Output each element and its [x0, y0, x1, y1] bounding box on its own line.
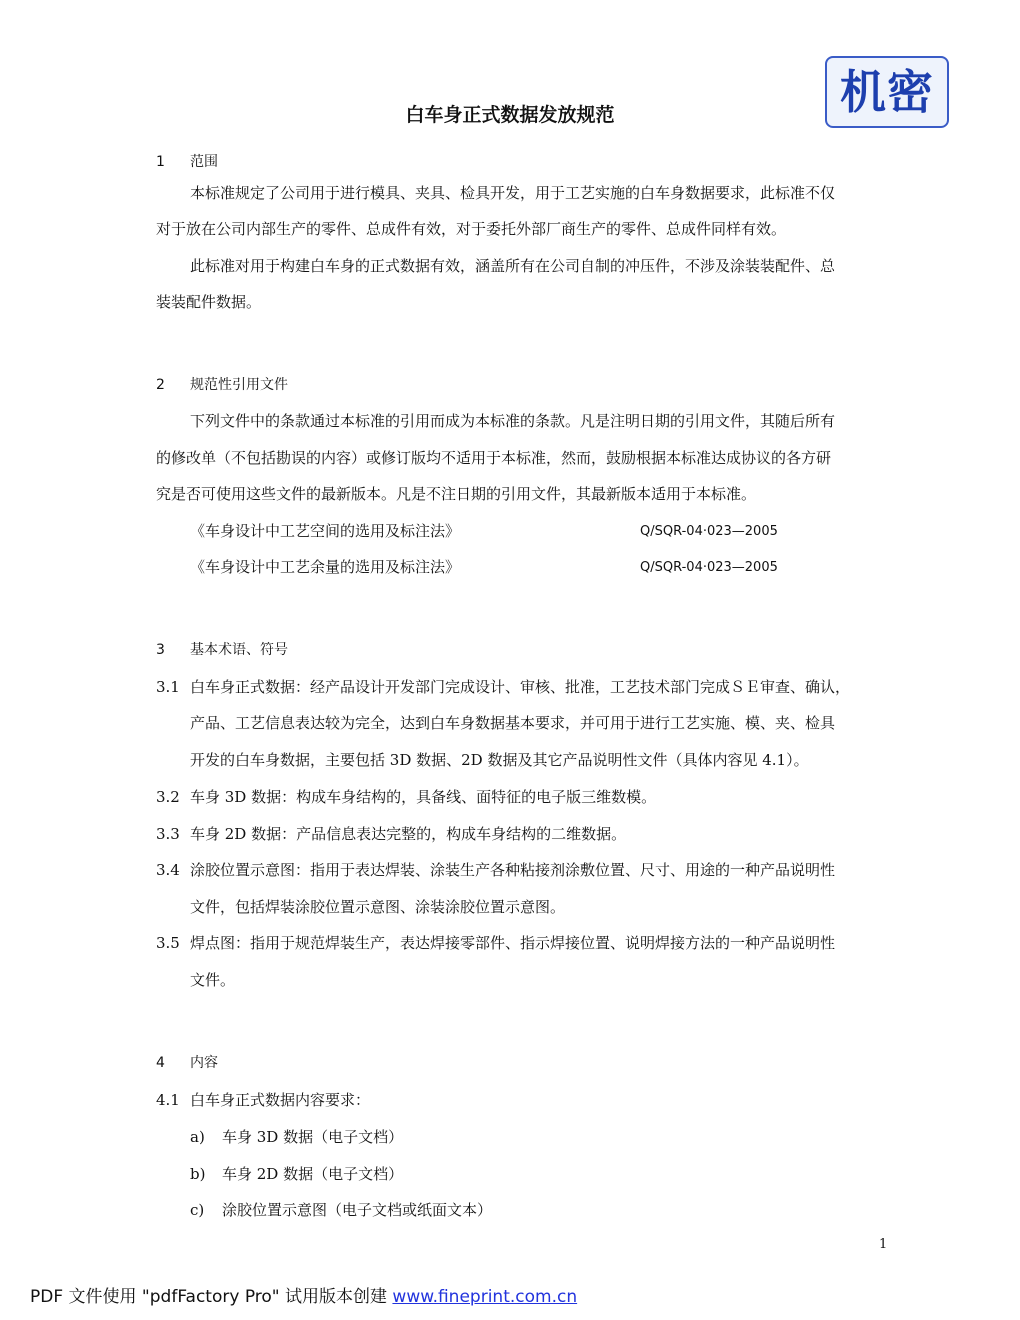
section-4-number: 4	[156, 1055, 165, 1071]
list-marker: b)	[190, 1165, 206, 1183]
item-number: 3.3	[156, 825, 180, 843]
item-line: 开发的白车身数据，主要包括 3D 数据、2D 数据及其它产品说明性文件（具体内容见 4.1）。	[190, 751, 809, 769]
item-line: 白车身正式数据内容要求：	[190, 1091, 371, 1109]
paragraph-line: 究是否可使用这些文件的最新版本。凡是不注日期的引用文件，其最新版本适用于本标准。	[156, 485, 757, 503]
footer-text: PDF 文件使用 "pdfFactory Pro" 试用版本创建	[30, 1287, 393, 1307]
pdf-footer	[30, 1282, 577, 1307]
section-3-heading: 基本术语、符号	[190, 642, 288, 658]
confidential-stamp: 机密	[825, 56, 949, 128]
paragraph-line: 装装配件数据。	[156, 293, 262, 311]
section-3-number: 3	[156, 642, 165, 658]
reference-name: 《车身设计中工艺空间的选用及标注法》	[190, 522, 461, 540]
section-2-number: 2	[156, 377, 165, 393]
list-marker: a)	[190, 1128, 205, 1146]
section-2-heading: 规范性引用文件	[190, 377, 288, 393]
reference-code: Q/SQR-04·023—2005	[640, 560, 778, 575]
item-line: 车身 3D 数据：构成车身结构的，具备线、面特征的电子版三维数模。	[190, 788, 657, 806]
document-title: 白车身正式数据发放规范	[405, 104, 615, 126]
reference-name: 《车身设计中工艺余量的选用及标注法》	[190, 558, 461, 576]
paragraph-line: 的修改单（不包括勘误的内容）或修订版均不适用于本标准，然而，鼓励根据本标准达成协议的各方研	[156, 449, 832, 467]
item-line: 焊点图：指用于规范焊装生产，表达焊接零部件、指示焊接位置、说明焊接方法的一种产品说明性	[190, 934, 836, 952]
section-1-number: 1	[156, 154, 165, 170]
paragraph-line: 下列文件中的条款通过本标准的引用而成为本标准的条款。凡是注明日期的引用文件，其随后所有	[190, 412, 836, 430]
list-marker: c)	[190, 1201, 205, 1219]
page-number: 1	[879, 1237, 888, 1252]
item-line: 白车身正式数据：经产品设计开发部门完成设计、审核、批准，工艺技术部门完成ＳＥ审查、确认，	[190, 678, 851, 696]
item-number: 3.1	[156, 678, 180, 696]
paragraph-line: 本标准规定了公司用于进行模具、夹具、检具开发，用于工艺实施的白车身数据要求，此标准不仅	[190, 184, 836, 202]
item-line: 产品、工艺信息表达较为完全，达到白车身数据基本要求，并可用于进行工艺实施、模、夹、检具	[190, 714, 836, 732]
item-line: 文件。	[190, 971, 236, 989]
item-number: 3.4	[156, 861, 180, 879]
list-item: 车身 2D 数据（电子文档）	[222, 1165, 404, 1183]
item-line: 涂胶位置示意图：指用于表达焊装、涂装生产各种粘接剂涂敷位置、尺寸、用途的一种产品说明性	[190, 861, 836, 879]
item-number: 4.1	[156, 1091, 180, 1109]
reference-code: Q/SQR-04·023—2005	[640, 524, 778, 539]
item-line: 文件，包括焊装涂胶位置示意图、涂装涂胶位置示意图。	[190, 898, 566, 916]
item-number: 3.5	[156, 934, 180, 952]
section-4-heading: 内容	[190, 1055, 218, 1071]
footer-link[interactable]: www.fineprint.com.cn	[392, 1287, 578, 1307]
paragraph-line: 对于放在公司内部生产的零件、总成件有效，对于委托外部厂商生产的零件、总成件同样有效。	[156, 220, 787, 238]
list-item: 涂胶位置示意图（电子文档或纸面文本）	[222, 1201, 493, 1219]
section-1-heading: 范围	[190, 154, 218, 170]
paragraph-line: 此标准对用于构建白车身的正式数据有效，涵盖所有在公司自制的冲压件，不涉及涂装装配件、总	[190, 257, 836, 275]
item-line: 车身 2D 数据：产品信息表达完整的，构成车身结构的二维数据。	[190, 825, 627, 843]
list-item: 车身 3D 数据（电子文档）	[222, 1128, 404, 1146]
item-number: 3.2	[156, 788, 180, 806]
